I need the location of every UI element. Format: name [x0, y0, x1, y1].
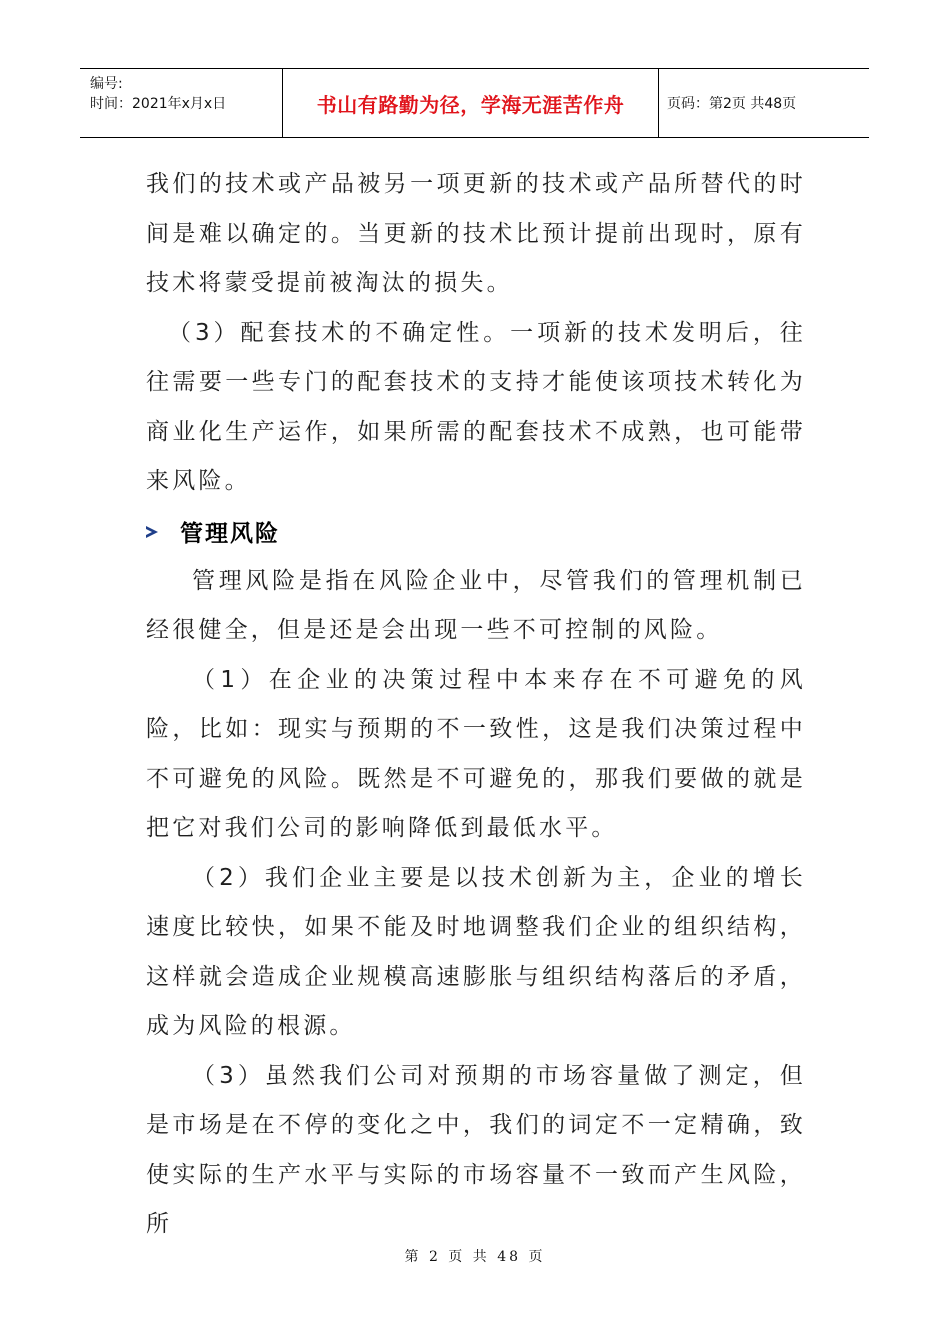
header-meta-cell [80, 69, 283, 137]
paragraph-org-structure-risk: （2）我们企业主要是以技术创新为主，企业的增长速度比较快，如果不能及时地调整我们企业的组织结构，这样就会造成企业规模高速膨胀与组织结构落后的矛盾，成为风险的根源。 [146, 864, 806, 1039]
arrow-bullet-icon [146, 526, 158, 538]
section-heading-text: 管理风险 [180, 521, 280, 547]
page-footer: 第 2 页 共 48 页 [404, 1249, 546, 1265]
paragraph-tech-replacement: 我们的技术或产品被另一项更新的技术或产品所替代的时间是难以确定的。当更新的技术比预计提前出现时，原有技术将蒙受提前被淘汰的损失。 [146, 171, 806, 296]
paragraph-decision-risk: （1）在企业的决策过程中本来存在不可避免的风险，比如：现实与预期的不一致性，这是我们决策过程中不可避免的风险。既然是不可避免的，那我们要做的就是把它对我们公司的影响降低到最低水平。 [146, 666, 806, 841]
page-header [80, 68, 869, 138]
paragraph-market-risk: （3）虽然我们公司对预期的市场容量做了测定，但是市场是在不停的变化之中，我们的词定不一定精确，致使实际的生产水平与实际的市场容量不一致而产生风险，所 [146, 1062, 806, 1237]
paragraph-management-risk: 管理风险是指在风险企业中，尽管我们的管理机制已经很健全，但是还是会出现一些不可控制的风险。 [146, 567, 806, 643]
header-motto: 书山有路勤为径，学海无涯苦作舟 [283, 69, 659, 137]
header-page-code: 页码：第2页 共48页 [667, 96, 797, 112]
document-body [146, 160, 806, 1250]
paragraph-supporting-tech: （3）配套技术的不确定性。一项新的技术发明后，往往需要一些专门的配套技术的支持才能使该项技术转化为商业化生产运作，如果所需的配套技术不成熟，也可能带来风险。 [146, 319, 806, 494]
document-number-label: 编号: [90, 76, 123, 92]
document-date-label: 时间：2021年x月x日 [90, 96, 227, 112]
section-heading [146, 507, 806, 557]
